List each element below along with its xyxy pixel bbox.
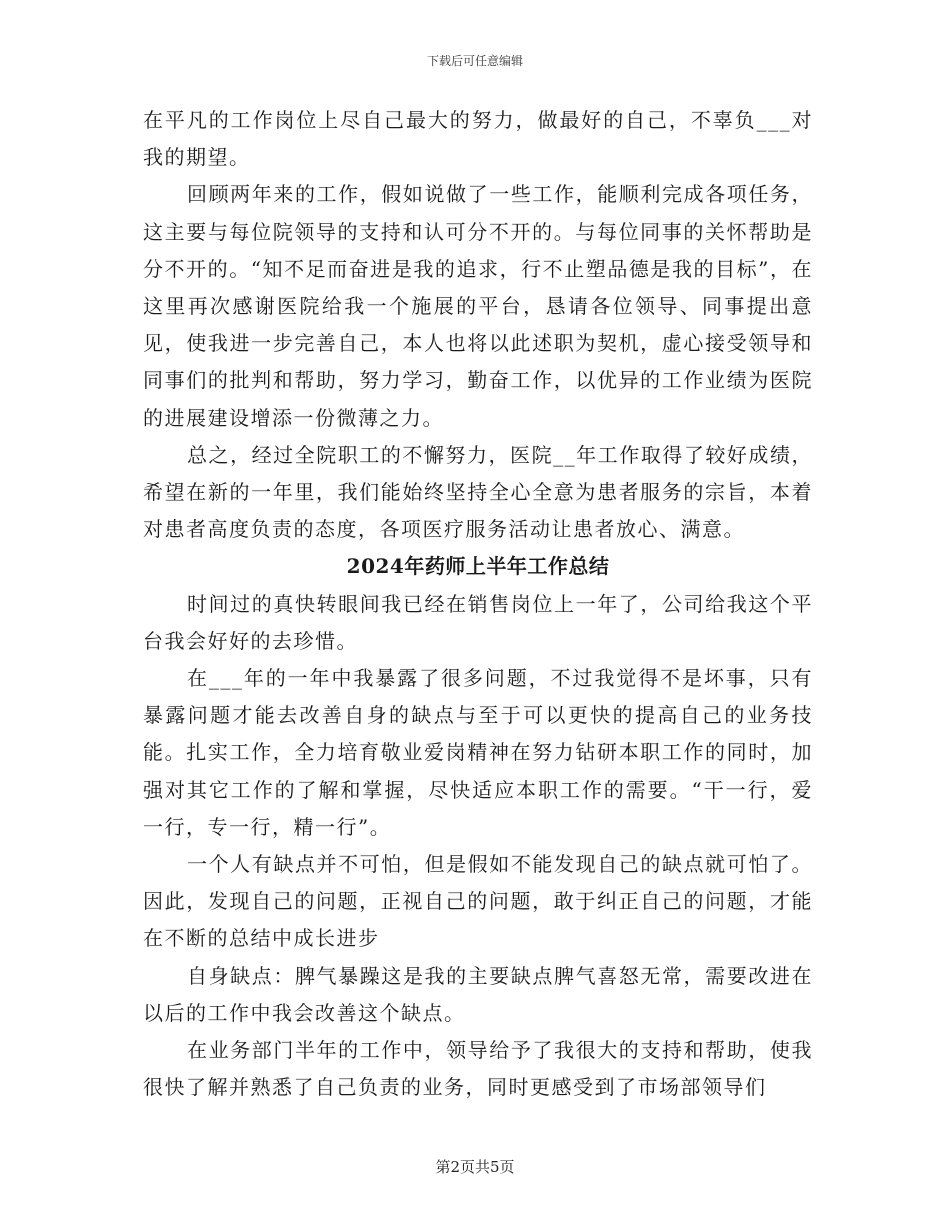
paragraph: 一个人有缺点并不可怕，但是假如不能发现自己的缺点就可怕了。因此，发现自己的问题，正视自己的问题，敢于纠正自己的问题，才能在不断的总结中成长进步: [143, 852, 813, 951]
paragraph: 回顾两年来的工作，假如说做了一些工作，能顺利完成各项任务，这主要与每位院领导的支持和认可分不开的。与每位同事的关怀帮助是分不开的。“知不足而奋进是我的追求，行不止塑品德是我的目标”，在这里再次感谢医院给我一个施展的平台，恳请各位领导、同事提出意见，使我进一步完善自己，本人也将以此述职为契机，虚心接受领导和同事们的批判和帮助，努力学习，勤奋工作，以优异的工作业绩为医院的进展建设增添一份微薄之力。: [143, 182, 813, 430]
paragraph: 在业务部门半年的工作中，领导给予了我很大的支持和帮助，使我很快了解并熟悉了自己负责的业务，同时更感受到了市场部领导们: [143, 1038, 813, 1100]
document-body: [143, 102, 813, 1106]
paragraph: 在平凡的工作岗位上尽自己最大的努力，做最好的自己，不辜负___对我的期望。: [143, 108, 813, 170]
paragraph: 时间过的真快转眼间我已经在销售岗位上一年了，公司给我这个平台我会好好的去珍惜。: [143, 591, 813, 653]
paragraph: 在___年的一年中我暴露了很多问题，不过我觉得不是坏事，只有暴露问题才能去改善自身的缺点与至于可以更快的提高自己的业务技能。扎实工作，全力培育敬业爱岗精神在努力钻研本职工作的同时，加强对其它工作的了解和掌握，尽快适应本职工作的需要。“干一行，爱一行，专一行，精一行”。: [143, 666, 813, 839]
section-title: 2024年药师上半年工作总结: [346, 554, 610, 579]
page-header: 下载后可任意编辑: [426, 54, 523, 68]
paragraph: 总之，经过全院职工的不懈努力，医院__年工作取得了较好成绩，希望在新的一年里，我们能始终坚持全心全意为患者服务的宗旨，本着对患者高度负责的态度，各项医疗服务活动让患者放心、满意。: [143, 442, 813, 542]
paragraph: 自身缺点：脾气暴躁这是我的主要缺点脾气喜怒无常，需要改进在以后的工作中我会改善这个缺点。: [143, 963, 813, 1025]
page-number: 第2页共5页: [435, 1158, 515, 1176]
